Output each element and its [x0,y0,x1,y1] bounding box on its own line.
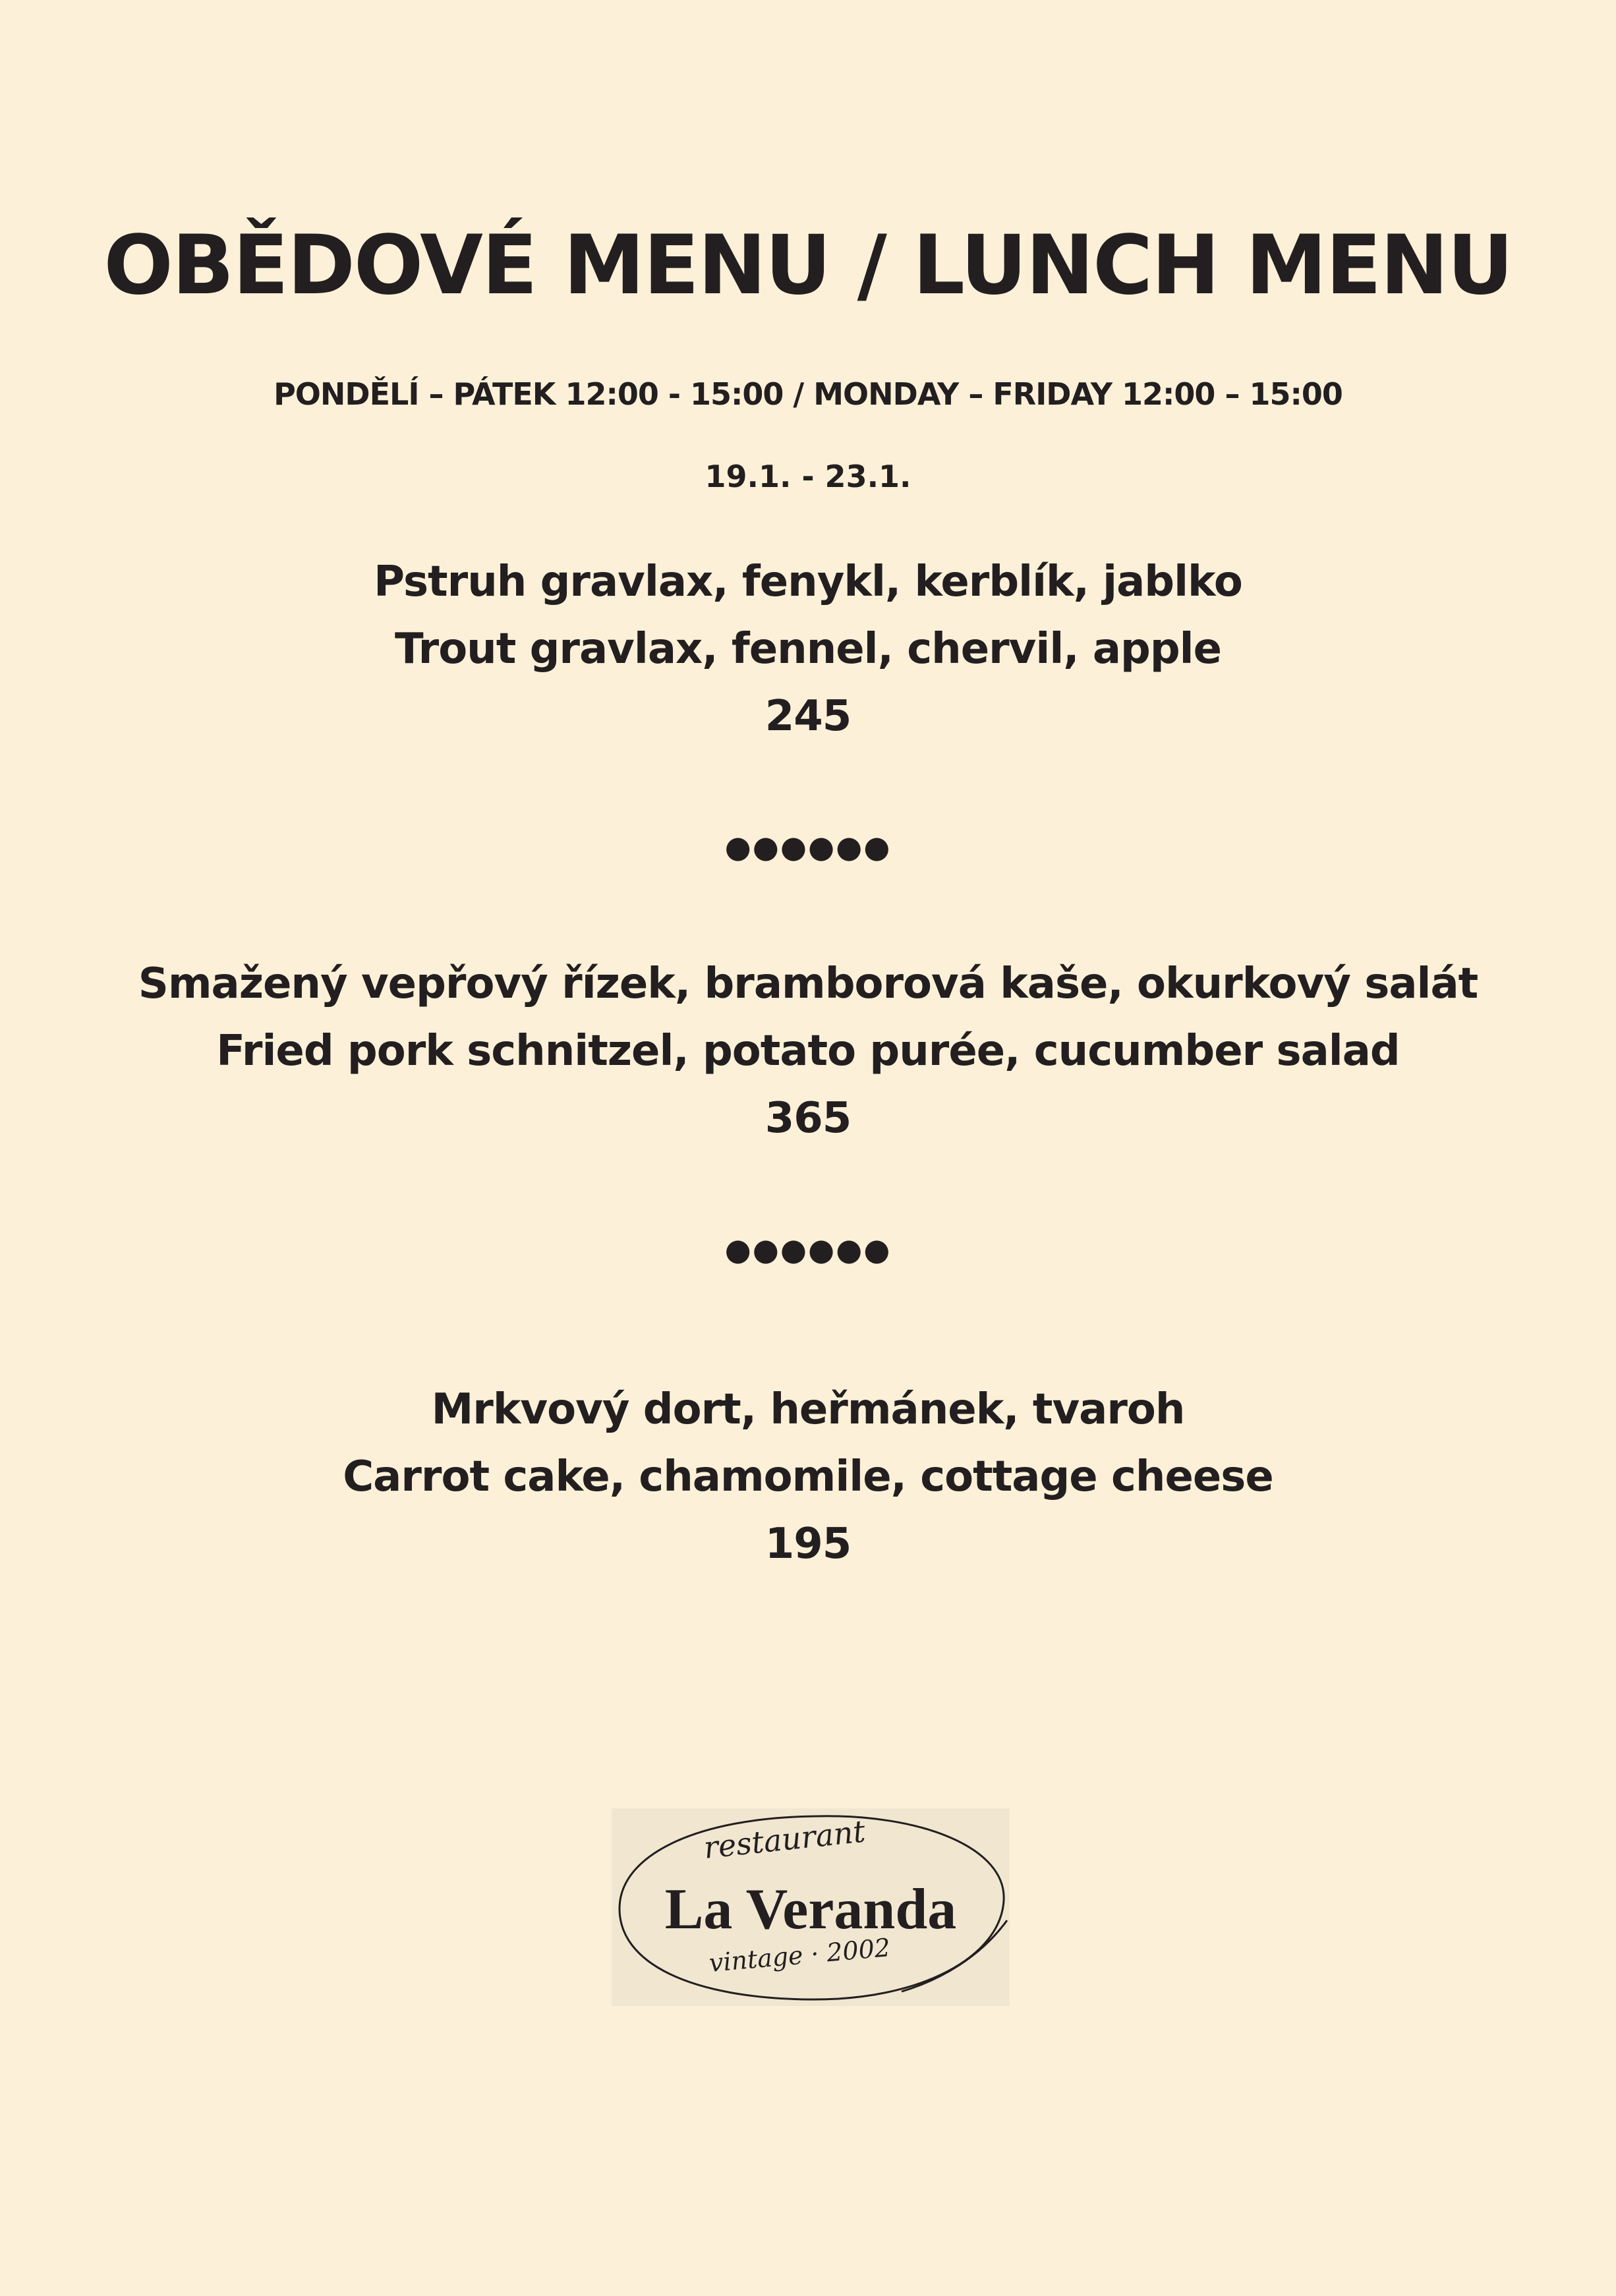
dot-divider-2: ●●●●●● [724,1232,892,1267]
restaurant-logo [612,1808,1010,2006]
dish-3-price: 195 [765,1520,851,1568]
dish-3-name-en: Carrot cake, chamomile, cottage cheese [343,1452,1273,1501]
dish-1-name-cz: Pstruh gravlax, fenykl, kerblík, jablko [374,558,1242,606]
logo-top-text: restaurant [702,1813,867,1866]
dish-1 [0,548,1616,750]
dish-2-name-cz: Smažený vepřový řízek, bramborová kaše, okurkový salát [138,960,1478,1008]
dish-2 [0,950,1616,1152]
dish-1-price: 245 [765,692,851,741]
dish-2-name-en: Fried pork schnitzel, potato purée, cucumber salad [216,1027,1400,1076]
dot-divider-1: ●●●●●● [724,829,892,865]
menu-dates: 19.1. - 23.1. [705,459,911,494]
opening-hours: PONDĚLÍ – PÁTEK 12:00 - 15:00 / MONDAY – FRIDAY 12:00 – 15:00 [274,376,1342,412]
dish-3 [0,1376,1616,1578]
dish-2-price: 365 [765,1094,851,1143]
dish-1-name-en: Trout gravlax, fennel, chervil, apple [395,625,1221,674]
menu-title: OBĚDOVÉ MENU / LUNCH MENU [103,218,1513,313]
logo-bottom-text: vintage · 2002 [708,1933,892,1978]
logo-main-text: La Veranda [664,1878,957,1941]
dish-3-name-cz: Mrkvový dort, heřmánek, tvaroh [431,1385,1185,1434]
